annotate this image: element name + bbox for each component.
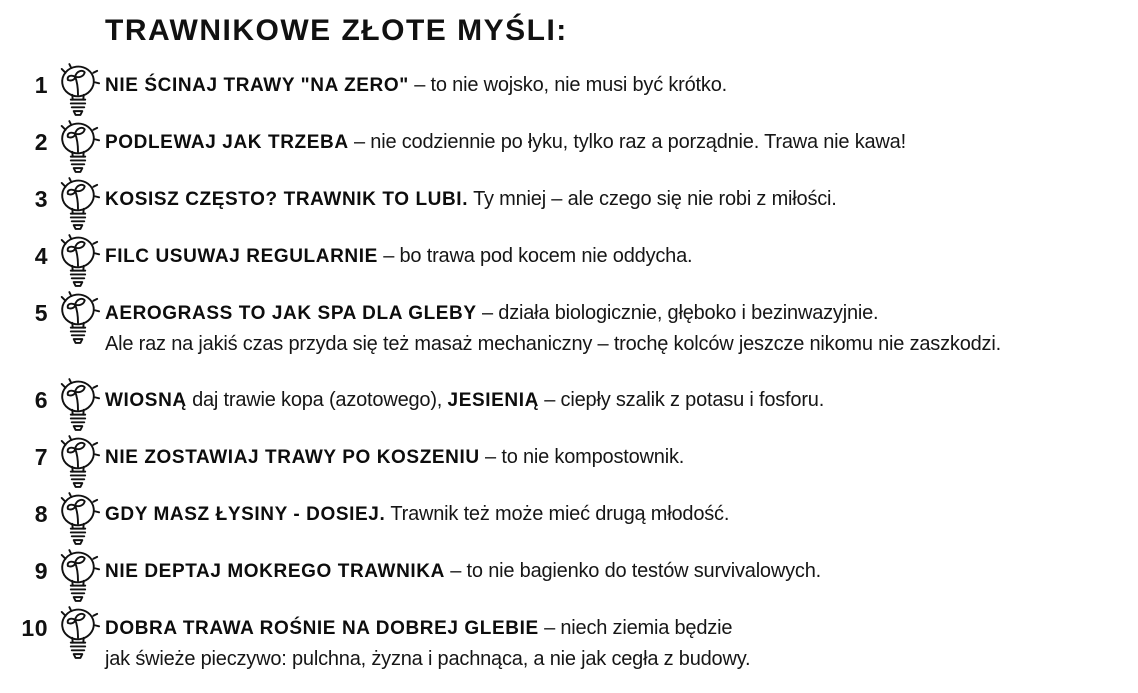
tip-item [0,241,1130,272]
tip-text [105,70,1130,101]
tip-line [105,385,1130,416]
tip-text-regular: – to nie bagienko do testów survivalowych. [444,560,821,582]
tip-line [105,241,1130,272]
tip-text [105,385,1130,416]
tips-list [0,70,1130,674]
tip-item [0,442,1130,473]
tip-text-bold: JESIENIĄ [447,390,539,411]
lightbulb-sprout-icon [48,613,105,643]
lightbulb-sprout-icon [48,442,105,472]
tip-text-regular: jak świeże pieczywo: pulchna, żyzna i pachnąca, a nie jak cegła z budowy. [105,648,751,670]
tip-number: 3 [34,186,48,212]
tip-text-bold: DOBRA TRAWA ROŚNIE NA DOBREJ GLEBIE [105,618,539,639]
tip-line [105,184,1130,215]
tip-text-bold: FILC USUWAJ REGULARNIE [105,246,378,267]
tip-text-bold: KOSISZ CZĘSTO? TRAWNIK TO LUBI. [105,189,469,210]
lightbulb-sprout-icon [48,385,105,415]
tip-text-regular: Trawnik też może mieć drugą młodość. [385,503,730,525]
tip-number: 6 [34,387,48,413]
tip-line [105,298,1130,329]
tip-line [105,127,1130,158]
lightbulb-sprout-icon [48,499,105,529]
tip-text-regular: – to nie wojsko, nie musi być krótko. [408,74,727,96]
tip-item [0,298,1130,359]
tip-text-bold: NIE ZOSTAWIAJ TRAWY PO KOSZENIU [105,447,480,468]
tip-text [105,298,1130,359]
tip-line [105,644,1130,674]
tip-text-regular: daj trawie kopa (azotowego), [186,389,448,411]
tip-text-regular: Ty mniej – ale czego się nie robi z miłości. [468,188,837,210]
tip-text-regular: Ale raz na jakiś czas przyda się też masaż mechaniczny – trochę kolców jeszcze nikomu nie zaszkodzi. [105,333,1001,355]
tip-item [0,127,1130,158]
tip-text [105,241,1130,272]
tip-text-bold: PODLEWAJ JAK TRZEBA [105,132,349,153]
tip-text-bold: WIOSNĄ [105,390,187,411]
lightbulb-sprout-icon [48,556,105,586]
tip-text [105,556,1130,587]
tip-line [105,556,1130,587]
tip-line [105,70,1130,101]
tip-number: 2 [34,129,48,155]
tip-item [0,184,1130,215]
tip-text [105,442,1130,473]
lightbulb-sprout-icon [48,241,105,271]
tip-text [105,613,1130,674]
tip-number: 7 [34,444,48,470]
tip-item [0,499,1130,530]
tip-text-bold: AEROGRASS TO JAK SPA DLA GLEBY [105,303,477,324]
tip-text-regular: – to nie kompostownik. [479,446,685,468]
tip-text-regular: – działa biologicznie, głęboko i bezinwazyjnie. [476,302,879,324]
lightbulb-sprout-icon [48,184,105,214]
tip-text [105,184,1130,215]
tip-text-bold: GDY MASZ ŁYSINY - DOSIEJ. [105,504,386,525]
tip-item [0,613,1130,674]
tip-line [105,613,1130,644]
tip-number: 4 [34,243,48,269]
page-title: TRAWNIKOWE ZŁOTE MYŚLI: [105,14,568,47]
tip-text-regular: – bo trawa pod kocem nie oddycha. [377,245,693,267]
tip-item [0,70,1130,101]
lightbulb-sprout-icon [48,70,105,100]
tip-line [105,499,1130,530]
tip-text-regular: – nie codziennie po łyku, tylko raz a porządnie. Trawa nie kawa! [348,131,906,153]
tip-line [105,329,1130,359]
lightbulb-sprout-icon [48,298,105,328]
tip-text [105,499,1130,530]
lightbulb-sprout-icon [48,127,105,157]
tip-number: 5 [34,300,48,326]
tip-number: 1 [34,72,48,98]
tip-text-bold: NIE ŚCINAJ TRAWY "NA ZERO" [105,75,409,96]
tip-text-bold: NIE DEPTAJ MOKREGO TRAWNIKA [105,561,445,582]
tip-number: 8 [34,501,48,527]
tip-number: 10 [21,615,48,641]
tip-text-regular: – ciepły szalik z potasu i fosforu. [538,389,825,411]
tip-item [0,385,1130,416]
tip-text-regular: – niech ziemia będzie [538,617,733,639]
tip-line [105,442,1130,473]
tip-item [0,556,1130,587]
tip-number: 9 [34,558,48,584]
tip-text [105,127,1130,158]
